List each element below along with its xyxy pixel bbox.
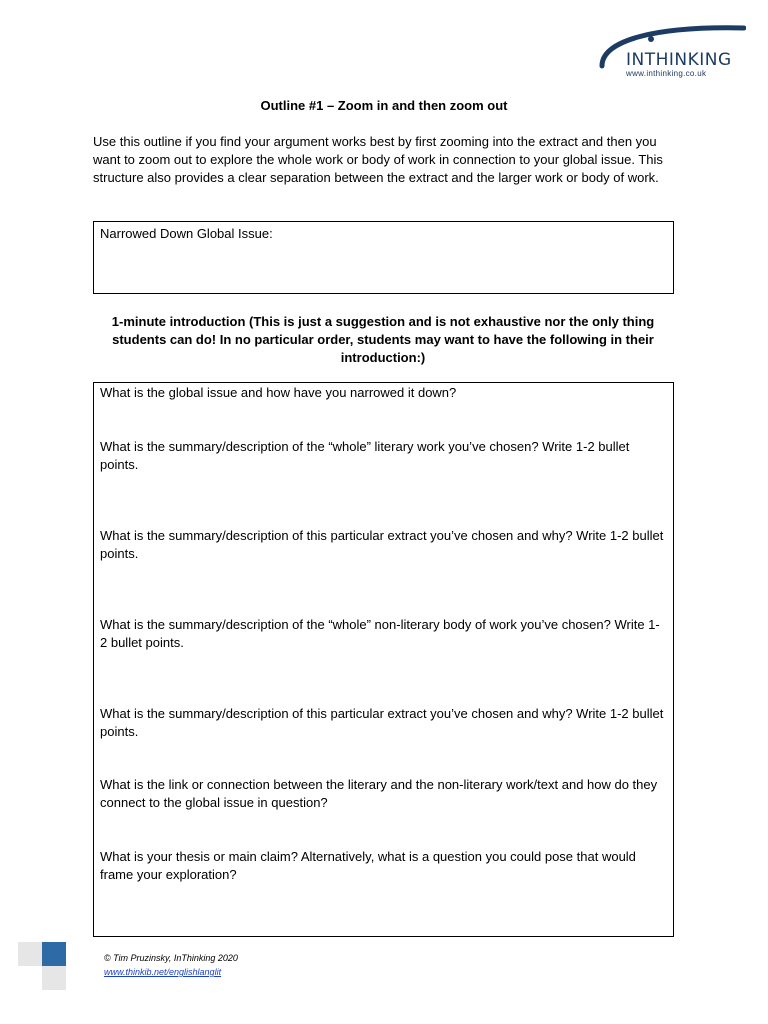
footer-credit: © Tim Pruzinsky, InThinking 2020: [104, 953, 238, 963]
global-issue-label: Narrowed Down Global Issue:: [100, 226, 273, 241]
logo-name: INTHINKING: [626, 50, 732, 70]
footer-square-light: [18, 942, 42, 966]
question-non-literary-work: What is the summary/description of the “whole” non-literary body of work you’ve chosen? Write 1-2 bullet points.: [100, 617, 660, 650]
question-thesis: What is your thesis or main claim? Alternatively, what is a question you could pose that would frame your exploration?: [100, 849, 636, 882]
introduction-heading: 1-minute introduction (This is just a suggestion and is not exhaustive nor the only thing students can do! In no particular order, students may want to have the following in their introduction:): [111, 314, 655, 365]
global-issue-box[interactable]: [93, 221, 674, 294]
logo-url: www.inthinking.co.uk: [626, 69, 707, 78]
question-literary-extract: What is the summary/description of this particular extract you’ve chosen and why? Write 1-2 bullet points.: [100, 528, 664, 561]
inthinking-logo: [596, 22, 746, 82]
question-non-literary-extract: What is the summary/description of this particular extract you’ve chosen and why? Write 1-2 bullet points.: [100, 706, 664, 739]
introduction-questions-box[interactable]: [93, 382, 674, 937]
footer-square-light: [42, 966, 66, 990]
intro-paragraph: Use this outline if you find your argument works best by first zooming into the extract and then you want to zoom out to explore the whole work or body of work in connection to your global issue. This structure also provides a clear separation between the extract and the larger work or body of work.: [93, 134, 663, 185]
question-global-issue: What is the global issue and how have you narrowed it down?: [100, 385, 457, 400]
page-title: Outline #1 – Zoom in and then zoom out: [260, 98, 508, 113]
footer-square-blue: [42, 942, 66, 966]
footer-link[interactable]: www.thinkib.net/englishlanglit: [104, 967, 222, 977]
question-link: What is the link or connection between the literary and the non-literary work/text and how do they connect to the global issue in question?: [100, 777, 658, 810]
question-literary-work: What is the summary/description of the “whole” literary work you’ve chosen? Write 1-2 bullet points.: [100, 439, 630, 472]
